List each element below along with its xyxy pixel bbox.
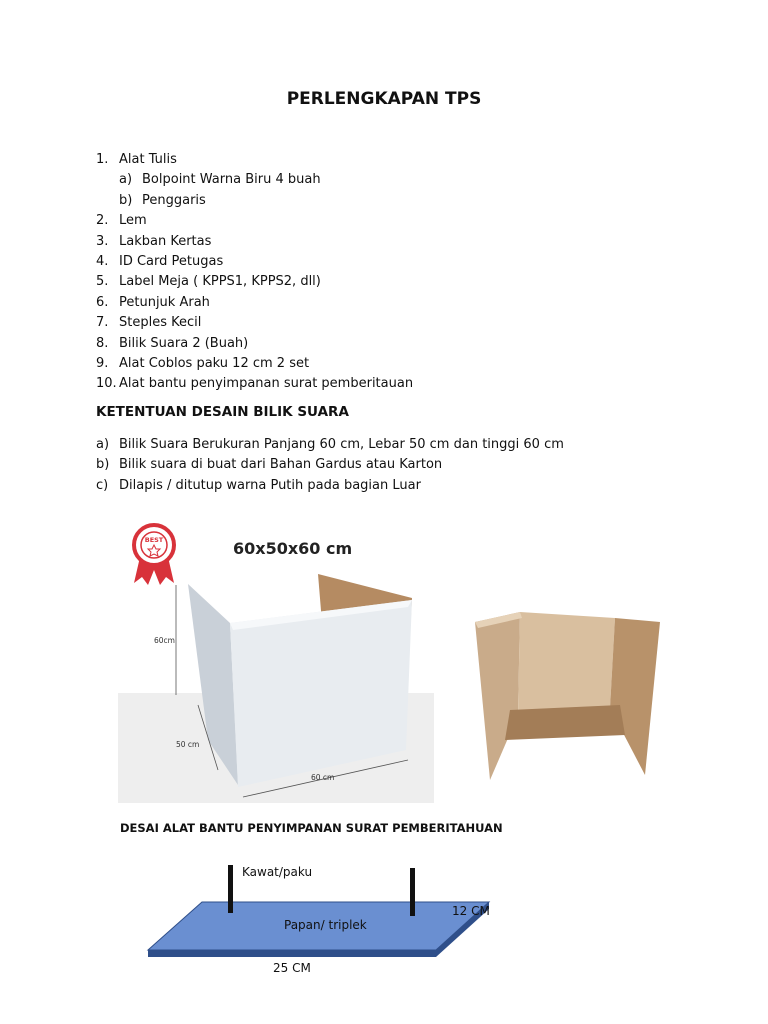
list-text: Dilapis / ditutup warna Putih pada bagian Luar <box>119 477 421 493</box>
list-text: Bilik Suara Berukuran Panjang 60 cm, Lebar 50 cm dan tinggi 60 cm <box>119 437 564 452</box>
board-label: Papan/ triplek <box>284 918 367 932</box>
list-marker: 6. <box>96 294 109 310</box>
storage-heading: DESAI ALAT BANTU PENYIMPANAN SURAT PEMBERITAHUAN <box>120 821 503 835</box>
list-text: Lakban Kertas <box>119 233 212 249</box>
list-marker: 4. <box>96 253 109 269</box>
list-text: Alat Tulis <box>119 152 177 167</box>
list-text: Petunjuk Arah <box>119 294 210 310</box>
list-text: ID Card Petugas <box>119 253 224 269</box>
voting-booth-photo <box>118 515 434 803</box>
list-text: Bolpoint Warna Biru 4 buah <box>142 172 321 188</box>
design-heading: KETENTUAN DESAIN BILIK SUARA <box>96 404 349 420</box>
cardboard-back-panel <box>518 612 615 715</box>
width-dim-label: 50 cm <box>176 740 200 749</box>
list-text: Alat Coblos paku 12 cm 2 set <box>119 355 310 371</box>
list-text: Bilik Suara 2 (Buah) <box>119 335 249 351</box>
storage-tool-diagram <box>140 858 510 983</box>
cardboard-left-panel <box>475 612 520 780</box>
cardboard-base <box>505 705 625 740</box>
height-dim-label: 60cm <box>154 636 175 645</box>
list-text: Penggaris <box>142 192 206 208</box>
page-title: PERLENGKAPAN TPS <box>286 89 482 109</box>
length-dim-label: 60 cm <box>311 773 335 782</box>
wire-left <box>228 865 233 913</box>
list-marker: 1. <box>96 152 109 167</box>
list-marker: 7. <box>96 315 109 331</box>
list-marker: 10. <box>96 376 117 392</box>
list-marker: c) <box>96 477 109 493</box>
size-title: 60x50x60 cm <box>233 539 353 558</box>
cardboard-booth-photo <box>470 610 665 785</box>
list-marker: a) <box>96 437 110 452</box>
board-edge-front <box>148 950 436 957</box>
list-marker: 9. <box>96 355 109 371</box>
length-label: 25 CM <box>273 961 311 975</box>
height-label: 12 CM <box>452 904 490 918</box>
list-marker: 5. <box>96 274 109 290</box>
list-marker: 2. <box>96 213 109 229</box>
list-marker: 3. <box>96 233 109 249</box>
list-marker: b) <box>119 192 133 208</box>
cardboard-right-panel <box>610 618 660 775</box>
list-marker: 8. <box>96 335 109 351</box>
list-text: Steples Kecil <box>119 315 202 331</box>
list-marker: a) <box>119 172 133 188</box>
list-marker: b) <box>96 457 110 473</box>
list-text: Label Meja ( KPPS1, KPPS2, dll) <box>119 274 321 290</box>
badge-text: BEST <box>144 536 164 544</box>
list-text: Bilik suara di buat dari Bahan Gardus atau Karton <box>119 457 443 473</box>
wire-right <box>410 868 415 916</box>
wire-label: Kawat/paku <box>242 865 313 879</box>
list-text: Lem <box>119 213 147 229</box>
list-text: Alat bantu penyimpanan surat pemberitauan <box>119 376 414 392</box>
